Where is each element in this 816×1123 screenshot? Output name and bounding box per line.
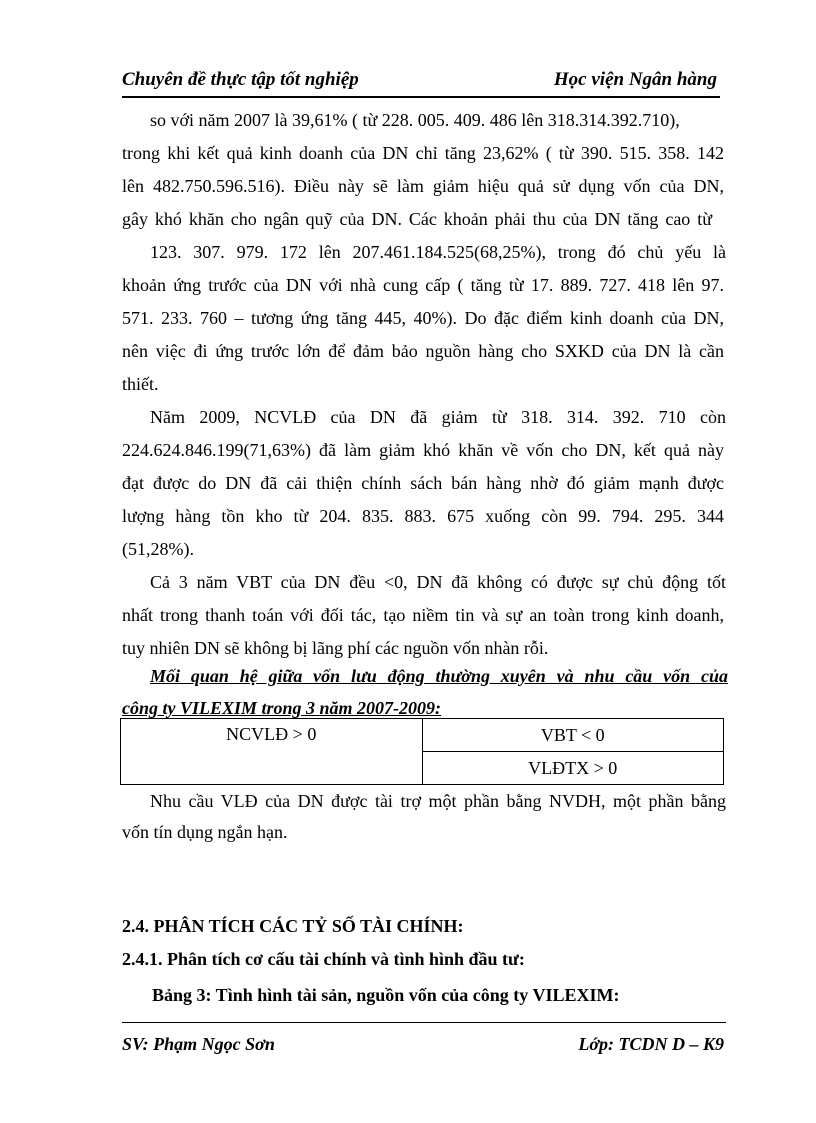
header-right: Học viện Ngân hàng — [553, 69, 717, 90]
body-line: khoản ứng trước của DN với nhà cung cấp ( tăng từ 17. 889. 727. 418 lên 97. — [122, 275, 724, 295]
body-line: nhất trong thanh toán với đối tác, tạo niềm tin và sự an toàn trong kinh doanh, — [122, 605, 724, 625]
page-header — [122, 66, 720, 98]
body-line: so với năm 2007 là 39,61% ( từ 228. 005. 409. 486 lên 318.314.392.710), — [150, 110, 680, 130]
body-line: lượng hàng tồn kho từ 204. 835. 883. 675 xuống còn 99. 794. 295. 344 — [122, 506, 724, 526]
body-line: Năm 2009, NCVLĐ của DN đã giảm từ 318. 314. 392. 710 còn — [150, 407, 726, 427]
footer-left: SV: Phạm Ngọc Sơn — [122, 1034, 275, 1054]
relation-cell-ncvld: NCVLĐ > 0 — [121, 719, 423, 785]
footer-rule — [122, 1022, 726, 1023]
body-line: đạt được do DN đã cải thiện chính sách bán hàng nhờ đó giảm mạnh được — [122, 473, 724, 493]
body-line: vốn tín dụng ngắn hạn. — [122, 822, 288, 842]
body-line: Cả 3 năm VBT của DN đều <0, DN đã không có được sự chủ động tốt — [150, 572, 726, 592]
body-line: thiết. — [122, 374, 159, 394]
body-line: gây khó khăn cho ngân quỹ của DN. Các khoản phải thu của DN tăng cao từ — [122, 209, 712, 229]
body-line: trong khi kết quả kinh doanh của DN chỉ tăng 23,62% ( từ 390. 515. 358. 142 — [122, 143, 724, 163]
body-line: 123. 307. 979. 172 lên 207.461.184.525(68,25%), trong đó chủ yếu là — [150, 242, 726, 262]
body-line: nên việc đi ứng trước lớn để đảm bảo nguồn hàng cho SXKD của DN là cần — [122, 341, 724, 361]
relation-cell-vldtx: VLĐTX > 0 — [422, 752, 724, 785]
footer-right: Lớp: TCDN D – K9 — [578, 1034, 724, 1054]
subsection-title: 2.4.1. Phân tích cơ cấu tài chính và tình hình đầu tư: — [122, 949, 525, 969]
body-line: 571. 233. 760 – tương ứng tăng 445, 40%). Do đặc điểm kinh doanh của DN, — [122, 308, 724, 328]
body-line: tuy nhiên DN sẽ không bị lãng phí các nguồn vốn nhàn rỗi. — [122, 638, 549, 658]
relation-title-cont: công ty VILEXIM trong 3 năm 2007-2009: — [122, 698, 442, 718]
body-line: lên 482.750.596.516). Điều này sẽ làm giảm hiệu quả sử dụng vốn của DN, — [122, 176, 724, 196]
body-line: Nhu cầu VLĐ của DN được tài trợ một phần bằng NVDH, một phần bằng — [150, 791, 726, 811]
section-title: 2.4. PHÂN TÍCH CÁC TỶ SỐ TÀI CHÍNH: — [122, 916, 464, 936]
relation-title: Mối quan hệ giữa vốn lưu động thường xuyên và nhu cầu vốn của — [150, 666, 728, 686]
relation-table — [120, 718, 724, 785]
table-caption: Bảng 3: Tình hình tài sản, nguồn vốn của công ty VILEXIM: — [152, 985, 620, 1005]
header-left: Chuyên đề thực tập tốt nghiệp — [122, 69, 359, 90]
body-line: (51,28%). — [122, 539, 194, 559]
relation-cell-vbt: VBT < 0 — [422, 719, 724, 752]
body-line: 224.624.846.199(71,63%) đã làm giảm khó khăn về vốn cho DN, kết quả này — [122, 440, 724, 460]
